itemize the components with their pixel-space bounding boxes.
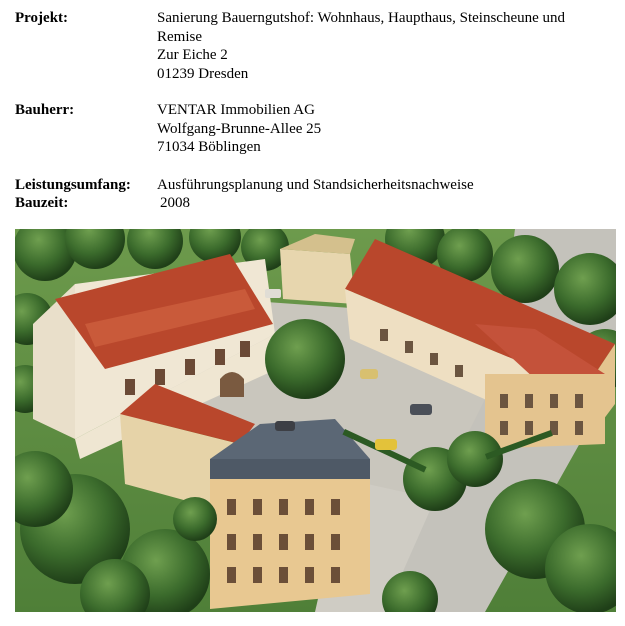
client-value	[157, 101, 321, 157]
client-line-2: Wolfgang-Brunne-Allee 25	[157, 120, 322, 137]
period-value: 2008	[160, 195, 190, 211]
remise	[280, 234, 355, 304]
project-line-3: Zur Eiche 2	[157, 47, 228, 63]
scope-label: Leistungsumfang:	[15, 177, 131, 193]
client-line-1: VENTAR Immobilien AG	[157, 102, 315, 118]
scope-value: Ausführungsplanung und Standsicherheitsnachweise	[157, 177, 474, 193]
wohnhaus	[210, 419, 370, 609]
client-label: Bauherr:	[15, 102, 75, 118]
project-value	[157, 9, 565, 83]
rendering-illustration	[15, 229, 616, 612]
project-label: Projekt:	[15, 10, 69, 26]
project-line-2: Remise	[157, 28, 202, 45]
architectural-rendering	[15, 229, 616, 612]
period-label: Bauzeit:	[15, 195, 69, 211]
project-line-4: 01239 Dresden	[157, 65, 249, 82]
project-line-1: Sanierung Bauerngutshof: Wohnhaus, Haupthaus, Steinscheune und	[157, 10, 566, 26]
client-line-3: 71034 Böblingen	[157, 139, 261, 155]
